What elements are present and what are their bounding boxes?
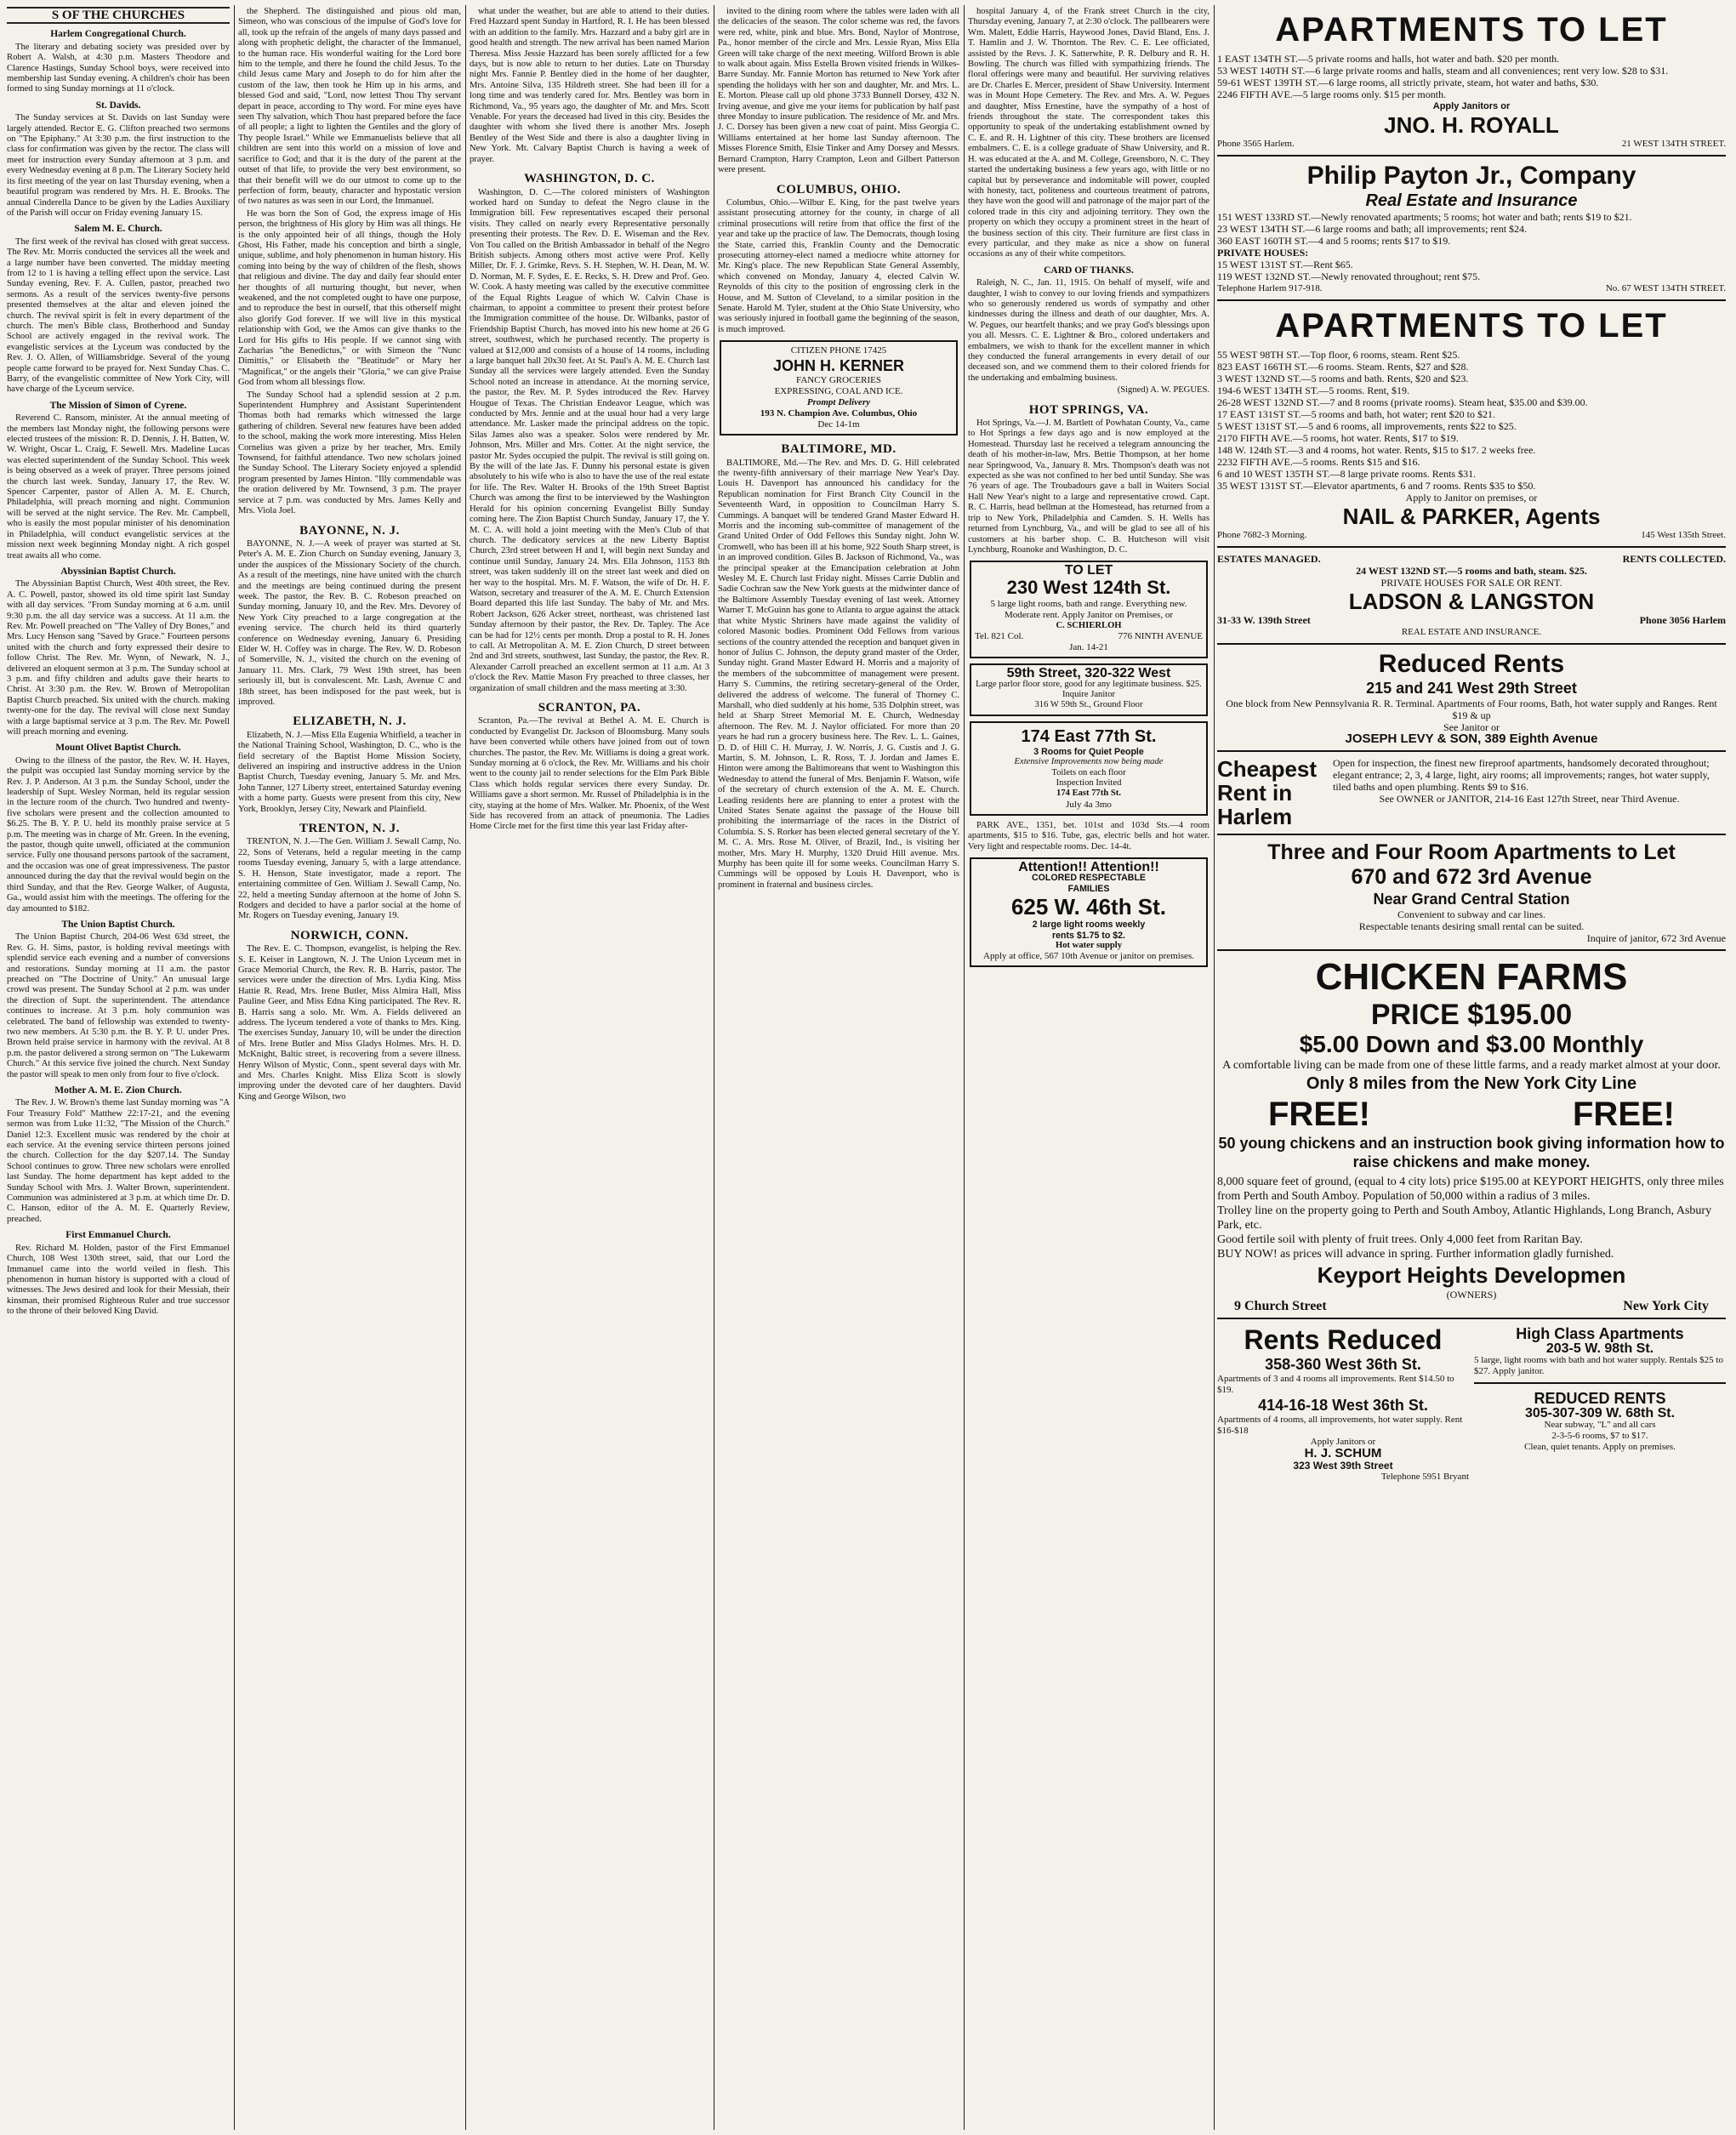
to-let-address2: 776 NINTH AVENUE <box>1118 631 1203 642</box>
three-four-sub: Near Grand Central Station <box>1373 891 1570 908</box>
royall-apply: Apply Janitors or <box>1432 101 1511 111</box>
article-body: hospital January 4, of the Frank street Church in the city, Thursday evening, January 7, at 2:30 o'clock. The pallbearers were Wm. Malett, Eddie Harris, Haywood Jones, David Bland, Ens. J. T. Hamlin and J. W. Thornton. The Rev. C. E. Lee officiated, assisted by the Revs. J. K. Satterwhite, P. R. Delbury and R. H. Bowling. The church was filled with sympathizing friends. The floral offerings were many and beautiful. Her surviving relatives are Dr. Charles E. Mercer, president of Shaw University. Interment was in Mount Hope Cemetery. The Rev. and Mrs. A. W. Pegues and daughter, Miss Ernestine, have the sympathy of a host of friends throughout the state. The correspondent takes this opportunity to speak of the undertaking establishment owned by C. E. and R. H. Lightner of this city. These brothers are licensed embalmers. C. E. is a college graduate of Shaw University, and R. H. was educated at the A. and M. College, Greensboro, N. C. They started the undertaking business a few years ago, with little or no capital but by perseverance and indomitable will power, coupled with honesty, tact, politeness and courteous treatment of patrons, they have won the good will and patronage of the major part of the colored trade in this city and adjoining territory. They own the property on which they occupy a prominent street in the heart of the business section of this city. Their furniture are first class in every particular, and they make as nice a show on funeral occasions as any of their white competitors. <box>968 7 1210 259</box>
chicken-soil: Good fertile soil with plenty of fruit trees. Only 4,000 feet from Raritan Bay. <box>1217 1233 1583 1246</box>
listing-item: 360 EAST 160TH ST.—4 and 5 rooms; rents $17 to $19. <box>1217 235 1451 247</box>
cheapest-desc: Open for inspection, the finest new fireproof apartments, handsomely decorated throughout; elegant entrance; 2, 3, 4 large, light, airy rooms; all improvements; ranges, hot water supply, tiled baths and open plumbing. Rents $9 to $16. <box>1333 757 1710 793</box>
divider <box>1217 155 1726 157</box>
reduced-rents-2-rooms: 2-3-5-6 rooms, $7 to $17. <box>1551 1431 1648 1441</box>
apartments-heading-1: APARTMENTS TO LET <box>1275 11 1668 48</box>
ladson-contact <box>1217 614 1726 626</box>
seventy-seventh-code: July 4a 3mo <box>1066 799 1112 810</box>
nail-parker-apply: Apply to Janitor on premises, or <box>1405 492 1538 504</box>
to-let-desc: 5 large light rooms, bath and range. Everything new. Moderate rent. Apply Janitor on Premises, or <box>990 598 1187 620</box>
listing-item: 55 WEST 98TH ST.—Top floor, 6 rooms, steam. Rent $25. <box>1217 349 1460 361</box>
three-four-l3: Inquire of janitor, 672 3rd Avenue <box>1586 932 1726 944</box>
article-heading: Harlem Congregational Church. <box>50 29 186 40</box>
payton-company: Philip Payton Jr., Company <box>1306 162 1636 190</box>
col2-articles <box>238 7 461 517</box>
fifty-ninth-desc: Large parlor floor store, good for any legitimate business. $25. Inquire Janitor <box>976 679 1202 699</box>
chicken-miles: Only 8 miles from the New York City Line <box>1306 1074 1637 1093</box>
royall-phone: Phone 3565 Harlem. <box>1217 139 1295 149</box>
card-signature: (Signed) A. W. PEGUES. <box>1117 385 1210 396</box>
article-norwich: The Rev. E. C. Thompson, evangelist, is helping the Rev. S. E. Keiser in Langtown, N. J. The Union Lyceum met in Grace Memorial Church, the Rev. R. B. Harris, pastor. The services were under the direction of Mrs. Lydia King. Miss Hattie R. Read, Mrs. Irene Butler, Miss Almira Hall, Miss Pauline Geer, and Miss Edna King participated. The Rev. R. B. Harris sang a solo. Mr. Wm. A. Fields delivered an address. The lyceum tendered a vote of thanks to Mrs. King. The exercises Sunday, January 10, will be under the direction of Mrs. Irene Butler and Miss Gladys Holmes. Mrs. H. D. McKnight, Baltic street, is recovering from a severe illness. Henry Wilson of Mystic, Conn., spent several days with Mr. and Mrs. Charles Knight. Miss Eliza Scott is slowly improving under the devoted care of her daughters. David King and George Wilson, two <box>238 944 461 1102</box>
three-four-l1: Convenient to subway and car lines. <box>1397 908 1545 920</box>
to-let-title: TO LET <box>1064 563 1113 578</box>
rents-reduced-agent: H. J. SCHUM <box>1304 1446 1382 1460</box>
to-let-agent: C. SCHIERLOH <box>1056 620 1122 630</box>
attention-l4: rents $1.75 to $2. <box>1052 930 1125 941</box>
fifty-ninth-title: 59th Street, 320-322 West <box>1006 666 1171 681</box>
chicken-free-2: FREE! <box>1573 1096 1675 1133</box>
column-3 <box>470 7 709 2128</box>
divider <box>1217 949 1726 951</box>
to-let-code: Jan. 14-21 <box>1069 642 1108 653</box>
to-let-address: 230 West 124th St. <box>1006 576 1171 598</box>
seventy-seventh-line2: Toilets on each floor <box>1051 767 1126 777</box>
listing-item: 5 WEST 131ST ST.—5 and 6 rooms, all improvements, rents $22 to $25. <box>1217 420 1517 432</box>
article-body: The Abyssinian Baptist Church, West 40th street, the Rev. A. C. Powell, pastor, showed its old time spirit last Sunday with all day services. "From Sunday morning at 6 a.m. until 9:30 p.m. the all day service was a success. At 11 a.m. the Rev. Mr. Powell preached on "The Valley of Dry Bones," and Mrs. Lucy Henson sang "Saved by Grace." Fourteen persons united with the church and forty expressed their desire to follow Christ. The Rev. Mr. Wynn, of Newark, N. J., delivered an eloquent sermon at 3 p.m. The Sunday school at 3 p.m. and fifty children and adults gave their hearts to Christ. At 3:30 p.m. the Rev. W. Brown of Metropolitan Baptist Church preached. Six united with the church. making twenty-one for the day. The revival will close next Sunday with a large baptismal service at 3 p.m. The Rev. Mr. Powell will preach morning and evening. <box>7 579 230 737</box>
kerner-line1: FANCY GROCERIES <box>796 375 881 386</box>
divider <box>1217 834 1726 835</box>
private-houses-listings <box>1217 259 1726 282</box>
chicken-free-1: FREE! <box>1268 1096 1370 1133</box>
ladson-address: 31-33 W. 139th Street <box>1217 614 1311 626</box>
article-trenton: TRENTON, N. J.—The Gen. William J. Sewall Camp, No. 22, Sons of Veterans, held a regular meeting in the camp rooms Tuesday evening, January 5, with a large attendance. S. H. Henson, State investigator, made a report. The entertaining committee of Gen. William J. Sewall Camp, No. 22, held a meeting Sunday afternoon at the home of John S. Rodgers and decided to have a parlor social at the home of Mr. Rogers on Tuesday evening, January 19. <box>238 837 461 921</box>
article-heading: Salem M. E. Church. <box>74 224 162 235</box>
cheapest-body <box>1333 757 1726 828</box>
rents-reduced-phone: Telephone 5951 Bryant <box>1380 1472 1469 1482</box>
nail-parker-agent: NAIL & PARKER, Agents <box>1342 504 1601 529</box>
column-4 <box>718 7 959 2128</box>
kerner-name: JOHN H. KERNER <box>772 357 905 375</box>
col4-articles <box>718 7 959 176</box>
keyport-owners: (OWNERS) <box>1446 1289 1497 1301</box>
rents-reduced-see: Apply Janitors or <box>1310 1437 1376 1447</box>
article-heading: Mother A. M. E. Zion Church. <box>54 1085 182 1096</box>
rents-reduced-desc-1: Apartments of 3 and 4 rooms all improvements. Rent $14.50 to $19. <box>1217 1374 1454 1395</box>
col1-articles <box>7 29 230 1317</box>
article-columbus: Columbus, Ohio.—Wilbur E. King, for the past twelve years assistant prosecuting attorney for the county, in charge of all criminal prosecutions will retire from that office the first of the year and take up the practice of law. The Democrats, though losing the State, carried this, Franklin County and the Democratic prosecuting attorney-elect named a mediocre white attorney for Mr. King's place. The new Republican State General Assembly, which convened on Monday, January 4, elected Calvin W. Reynolds of this city to the position of engrossing clerk in the House, and M. Sutton of Cleveland, to a similar position in the Senate. Harold M. Tyler, student at the Ohio State University, who was seriously injured in football game the beginning of the season, is much improved. <box>718 197 959 334</box>
divider <box>1217 1318 1726 1319</box>
divider <box>1217 299 1726 301</box>
ladson-subtitle: REAL ESTATE AND INSURANCE. <box>1401 627 1542 637</box>
listing-item: 6 and 10 WEST 135TH ST.—8 large private rooms. Rents $31. <box>1217 468 1477 480</box>
article-heading: First Emmanuel Church. <box>65 1230 171 1241</box>
column-2 <box>238 7 461 2128</box>
article-body: The literary and debating society was presided over by Robert A. Walsh, at 4:30 p.m. Masters Theodore and Clarence Hastings, Sunday School boys, were received into membership last Sunday evening. A children's choir has been formed to sing Sunday mornings at 11 o'clock. <box>7 42 230 94</box>
section-heading-elizabeth: ELIZABETH, N. J. <box>293 715 407 729</box>
article-heading: The Mission of Simon of Cyrene. <box>49 400 187 411</box>
ladson-header <box>1217 553 1726 565</box>
article-body: The Rev. J. W. Brown's theme last Sunday morning was "A Four Treasury Fold" Matthew 22:17-21, and the evening sermon was from Luke 11:32, "The Mission of the Church." Daniel 12:3. Excellent music was rendered by the choir at each service. At the evening service thirteen persons joined the church. Collection for the day $207.14. The Sunday School continues to grow. Three new scholars were enrolled last Sunday. The home department has kept added to the Sunday School with Mrs. J. Walter Brown, superintendent. Communion was administered at 3 p.m. at which time Dr. D. C. Hanson, editor of the A. M. E. Quarterly Review, preached. <box>7 1098 230 1224</box>
cheapest-heading: Cheapest Rent in Harlem <box>1217 756 1318 829</box>
payton-contact <box>1217 282 1726 294</box>
ladson-agent: LADSON & LANGSTON <box>1348 589 1595 614</box>
reduced-rents-desc: One block from New Pennsylvania R. R. Terminal. Apartments of Four rooms, Bath, hot water supply and Ranges. Rent $19 & up <box>1226 697 1717 721</box>
rents-reduced-agent-address: 323 West 39th Street <box>1293 1460 1393 1472</box>
ladson-phone: Phone 3056 Harlem <box>1639 614 1726 626</box>
kerner-line3: Prompt Delivery <box>806 397 871 408</box>
high-class-ad <box>1474 1324 1726 1483</box>
attention-ad <box>970 857 1208 967</box>
royall-address: 21 WEST 134TH STREET. <box>1621 139 1726 149</box>
article-heading: The Union Baptist Church. <box>61 919 175 930</box>
three-four-address: 670 and 672 3rd Avenue <box>1351 865 1592 889</box>
reduced-rents-2-address: 305-307-309 W. 68th St. <box>1524 1406 1676 1420</box>
royall-contact <box>1217 138 1726 150</box>
article-body: Owing to the illness of the pastor, the Rev. W. H. Hayes, the pulpit was occupied last Sunday morning service by the Rev. J. P. Anderson. At 3 p.m. the Sunday School, under the leadership of Supt. Wesley Norman, held its regular session in the lecture room of the church. Two hundred and twenty-five scholars were present and the collection amounted to $6.25. The B. Y. P. U. held its monthly praise service at 5 p.m. The meeting was in charge of Mr. Green. In the evening, the pastor, though quite unwell, officiated at the communion service. Fully one thousand persons partook of the sacrament, and the occasion was one of great impressiveness. The pastor announced during the day that the revival would begin on the third Sunday, and that the Rev. George Walker, of Augusta, Ga., would assist him with the meetings. The offering for the day amounted to $182. <box>7 755 230 914</box>
keyport-city: New York City <box>1623 1299 1709 1313</box>
article-washington: Washington, D. C.—The colored ministers of Washington worked hard on Sunday to defeat the Negro clause in the Immigration bill. Few representatives escaped their personal visits. They called on nearly every Representative personally presenting their protests. The Rev. D. E. Wiseman and the Rev. Von Tou called on the British Ambassador in behalf of the Negro British subjects. Among others most active were Prof. Kelly Miller, Dr. F. J. Grimke, Revs. S. H. Stephen, W. H. Dean, M. W. D. Norman, M. F. Sydes, E. E. Recks, S. H. Drew and Prof. Geo. W. Cook. A hasty meeting was called by the executive committee of the Equal Rights League of which W. Calvin Chase is chairman, to appoint a committee to present their protest before the Immigration committee of the house. Dr. Wilbanks, pastor of Friendship Baptist Church, has moved into his new home at 26 G street, southwest, which he purchased recently. The property is valued at $12,000 and consists of a house of 14 rooms, including a large banquet hall 20x30 feet. At St. Paul's A. M. E. Church last Sunday all the services were largely attended. Even the Sunday School noted an increase in attendance. At the morning service, the pastor, the Rev. M. P. Sydes introduced the Rev. Harvey Hougue of Texas. The Christian Endeavor League, which was conducted by Mrs. Jennie and at the usual hour had a very large attendance. Mr. Lasker made the principal address on the topic. Silas James also was a speaker. Solos were rendered by Mr. Johnson, Mrs. Miller and Mrs. Cotter. At the night service, the pastor Mr. Sydes occupied the pulpit. The revival is still going on. By the will of the late Jas. F. Dunny his personal estate is given absolutely to his wife who is also to have the use of the real estate for life. The Rev. Walter H. Brooks of the 19th Street Baptist Church was among the first to be interviewed by the Washington Herald for his opinion concerning Evangelist Billy Sunday coming here. The Zion Baptist Church Sunday, January 17, the Y. M. C. A. will hold a joint meeting with the Men's Club of that church. The dedicatory services at the new Liberty Baptist Church, 23rd street between H and I, will begin next Sunday and continue until Sunday, January 24. Mrs. Ella Johnson, 1153 8th street, was taken suddenly ill on the street last week and died on her way to the hospital. Mrs. M. F. Watson, the wife of Dr. H. F. Watson, secretary and treasurer of the A. M. E. Church Extension Board departed this life last Sunday. The baby of Mr. and Mrs. Robert Jackson, 626 Acker street, northeast, was christened last Sunday afternoon by their pastor, the Rev. Dr. Tapley. The Ace can be had for 12½ cents per month. Drop a postal to R. H. Jones to call. At Metropolitan A. M. E. Zion Church, D street between 2nd and 3rd streets, southwest, last Sunday, the pastor, the Rev. R. Alexander Carroll preached an excellent sermon at 11 a.m. At 3 o'clock the Rev. Mattie Mason Fry preached to three classes, her organization of small children and the mass meeting at 3:30. <box>470 187 709 693</box>
nail-parker-address: 145 West 135th Street. <box>1641 530 1726 540</box>
divider <box>1217 750 1726 752</box>
article-body: Rev. Richard M. Holden, pastor of the First Emmanuel Church, 108 West 130th street, said, that our Lord the Immanuel came into the world veiled in flesh. This phenomenon in human history is supported with a cloud of witnesses. The Jews desired and look for their Messiah, their kinsman, their promised Righteous Ruler and true successor to the throne of their beloved King David. <box>7 1243 230 1317</box>
seventy-seventh-line3: Inspection Invited <box>1056 777 1122 788</box>
reduced-rents-2-heading: REDUCED RENTS <box>1534 1390 1666 1407</box>
seventy-seventh-line4: 174 East 77th St. <box>1056 789 1121 799</box>
royall-agent: JNO. H. ROYALL <box>1384 112 1559 138</box>
rents-collected: RENTS COLLECTED. <box>1622 553 1726 565</box>
section-heading-washington: WASHINGTON, D. C. <box>524 172 655 186</box>
three-four-l2: Respectable tenants desiring small rental can be suited. <box>1358 920 1585 932</box>
chicken-terms: $5.00 Down and $3.00 Monthly <box>1299 1031 1644 1057</box>
park-ave-listing: PARK AVE., 1351, bet. 101st and 103d Sts.—4 room apartments, $15 to $16. Tube, gas, electric bells and hot water. Very light and respectable rooms. Dec. 14-4t. <box>968 820 1210 851</box>
section-heading-baltimore: BALTIMORE, MD. <box>781 442 896 457</box>
article-body: Reverend C. Ransom, minister. At the annual meeting of the members last Monday night, the following persons were elected trustees of the mission: R. D. Dennis, J. H. Batten, W. W. Wright, Oscar L. Craig, F. Sewell. Mrs. Madeline Lucas was elected superintendent of the Sunday School. This week is being observed as a week of prayer. Three persons joined the church last week. Sunday, January 17, the Rev. W. Spencer Carpenter, pastor of Allen A. M. E. Church, Philadelphia, will preach morning and night. Communion will be served at the night service. The Rev. Mr. Campbell, who is easily the most popular minister of his denomination in Philadelphia, will conduct evangelistic services at the mission next week beginning Monday night. A rich gospel treat awaits all who come. <box>7 413 230 561</box>
rents-reduced-heading: Rents Reduced <box>1244 1324 1443 1355</box>
listing-item: 26-28 WEST 132ND ST.—7 and 8 rooms (private rooms). Steam heat, $35.00 and $39.00. <box>1217 396 1588 408</box>
article-body: The Sunday services at St. Davids on last Sunday were largely attended. Rector E. G. Clifton preached two sermons on "The Epiphany." At 3:30 p.m. the first instruction to the class for confirmation was given by the rector. The class will meet for instruction every Sunday afternoon at 3 p.m. and every Wednesday evening at 8 p.m. The Literary Society held its first meeting of the year on last Thursday evening, when a beautiful program was rendered by Mrs. H. E. Brooks. The annual Cinderella Dance to be given by the Ladies Auxiliary of the Parish will occur on Friday evening January 15. <box>7 113 230 218</box>
nail-parker-phone: Phone 7682-3 Morning. <box>1217 530 1307 540</box>
divider <box>1217 643 1726 645</box>
private-houses-heading: PRIVATE HOUSES: <box>1217 247 1309 259</box>
listing-item: 194-6 WEST 134TH ST.—5 rooms. Rent, $19. <box>1217 384 1409 396</box>
kerner-line2: EXPRESSING, COAL AND ICE. <box>774 386 903 397</box>
reduced-rents-heading: Reduced Rents <box>1378 650 1565 678</box>
section-heading-bayonne: BAYONNE, N. J. <box>299 523 400 538</box>
estates-managed: ESTATES MANAGED. <box>1217 553 1321 565</box>
col5-articles <box>968 7 1210 260</box>
listing-item: 17 EAST 131ST ST.—5 rooms and bath, hot water; rent $20 to $21. <box>1217 408 1495 420</box>
column-divider <box>234 5 235 2130</box>
to-let-ad <box>970 561 1208 658</box>
card-of-thanks: Raleigh, N. C., Jan. 11, 1915. On behalf of myself, wife and daughter, I wish to convey to our loving friends and sympathizers who so generously rendered us words of sympathy and other kindnesses during the illness and death of our daughter, Mrs. A. W. Pegues, our heartfelt thanks; and we pray God's blessings upon you all. Messrs. C. E. Lightner & Bro., colored undertakers and embalmers, we wish to thank for the excellent manner in which they conducted the funeral arrangements in every detail of our deceased son, and we commend them to their colored friends for the undertaking and embalming business. <box>968 278 1210 383</box>
seventy-seventh-ad <box>970 721 1208 816</box>
listing-item: 2246 FIFTH AVE.—5 large rooms only. $15 per month. <box>1217 88 1447 100</box>
cheapest-rent-ad <box>1217 757 1726 828</box>
chicken-desc: A comfortable living can be made from one of these little farms, and a ready market almost at your door. <box>1222 1059 1721 1072</box>
article-scranton: Scranton, Pa.—The revival at Bethel A. M. E. Church is conducted by Evangelist Dr. Jackson of Bloomsburg. Many souls have been converted while others have joined from out of town churches. The pastor, the Rev. Mr. Williams is doing a great work. Sunday morning at 6 o'clock, the Rev. Mr. Williams and his choir went to the county jail to render selections for the Elm Park Bible Class which holds regular services there every Sunday. Dr. Williams gave a short sermon. Mr. Russel of Philadelphia is in the city, staying at the home of Mrs. Walker. Mr. Phoenix, of the West Side has recovered from an attack of pneumonia. The Ladies Home Circle met for the first time this year last Friday after- <box>470 716 709 832</box>
article-body: The Union Baptist Church, 204-06 West 63d street, the Rev. G. H. Sims, pastor, is holding revival meetings with splendid service each evening and a number of conversions and restorations. Sunday morning at 11 a.m. the pastor preached on "The Doctrine of Unity." An unusual large crowd was present. The Sunday School at 2 p.m. was under the direction of Supt. the superintendent. The attendance continues to increase. At 3 p.m. holy communion was celebrated. The band of fellowship was extended to twenty-two new members. At 5:30 p.m. the B. Y. P. U. under Pres. Brown held praise service in harmony with the revival. At 8 p.m. the pastor delivered a strong sermon on "The Lukewarm Church." At this service five joined the church. Next Sunday the pastor will speak to men only from four to five o'clock. <box>7 932 230 1079</box>
listing-item: 53 WEST 140TH ST.—6 large private rooms and halls, steam and all conveniences; rent very low. $28 to $31. <box>1217 65 1669 77</box>
keyport-street: 9 Church Street <box>1234 1299 1327 1313</box>
payton-phone: Telephone Harlem 917-918. <box>1217 283 1323 293</box>
article-body: The Sunday School had a splendid session at 2 p.m. Superintendent Humphrey and Assistant Superintendent Thomas both had remarks which witnessed the large gathering of children. Several new features have been added to the school, making the work more interesting. Miss Helen Cornelius was given a prize by her teacher, Mrs. Emily Townsend, for faithful attendance. Two new scholars joined the Sunday School. The Literary Society enjoyed a splendid program presented by James Hinton. "Illy commendable was the oration delivered by Mr. Townsend, 3 p.m. The prayer service at 7 p.m. was conducted by Mrs. James Kelly and Mrs. Viola Joel. <box>238 390 461 516</box>
article-body: invited to the dining room where the tables were laden with all the delicacies of the season. The color scheme was red, the favors were red, white, pink and blue. Mrs. Bond, Naylor of Montrose, Pa., honor member of the circle and Mrs. Lessie Ryan, Miss Ella Green will take charge of the next meeting. Wilford Brown is able to walk about again. Miss Estella Brown visited friends in Wilkes-Barre Sunday. Mr. Fannie Morton has returned to New York after spending the holidays with her son and daughter, Mr. and Mrs. L. E. Morton. Please call up old phone 3733 Bunnell Dorsey, 432 N. Irving avenue, and give me your items for publication by half past three Monday to insure publication. The residence of Mr. and Mrs. J. C. Dorsey has been given a new coat of paint. Miss Georgia C. Williams entertained at her home last Sunday afternoon. The Misses Florence Smith, Elsie Tinker and Amy Dorsey and Messrs. Bernard Crampton, Harry Crampton, Leon and Gilbert Patterson were present. <box>718 7 959 175</box>
high-class-desc: 5 large, light rooms with bath and hot water supply. Rentals $25 to $27. Apply janitor. <box>1474 1355 1723 1376</box>
article-body: the Shepherd. The distinguished and pious old man, Simeon, who was conscious of the impulse of God's love for all, took up the refrain of the angels of many days passed and along with prophetic delight, the character of the Immanuel, to the human race. His wonderful waiting for the Lord bore him to the temple, and there he found the child Jesus. To the child Jesus came Mary and Joseph to do for him after the custom of the law, then took he Him up in his arms, and blessed God and said, "Lord, now lettest Thou Thy servant depart in peace, according to Thy word. For mine eyes have seen Thy salvation, which Thou hast prepared before the face of all people; a light to lighten the Gentiles and the glory of Thy people Israel." While we Emmanuelists believe that all children are sent into this world on a mission of love and sacrifice to God; and that it is the duty of the parent at the outset of that life, to provide the very best environment, so that their benefit will we do our utmost to come up to the perfection of form, beauty, character and hypostatic version of two natures as was seen in our Lord, the Immanuel. <box>238 7 461 207</box>
column-divider <box>465 5 466 2130</box>
card-of-thanks-heading: CARD OF THANKS. <box>1044 265 1134 276</box>
article-hotsprings: Hot Springs, Va.—J. M. Bartlett of Powhatan County, Va., came to Hot Springs a few days ago and is now employed at the Homestead. Thursday last he received a telegram announcing the death of his mother-in-law, Mrs. Bettie Thompson, at her home near Springwood, Va., January 8. Mrs. Thompson's death was not expected as she was not confined to her bed until Sunday. She was 76 years of age. The Troubadours gave a ball in Waiters Social Hall New Year's night to a large and representative crowd. Capt. R. C. Harris, head bellman at the Homestead, has returned from a trip to New York, Philadelphia and Camden. S. H. Wells has returned from Lynchburg, Va., and will be glad to see all of his customers at his barber shop. C. B. Hutcheson will visit Lynchburg, Roanoke and Washington, D. C. <box>968 418 1210 555</box>
listing-item: 148 W. 124th ST.—3 and 4 rooms, hot water. Rents, $15 to $17. 2 weeks free. <box>1217 444 1536 456</box>
article-body: He was born the Son of God, the express image of His person, the brightness of His glory by Him was all things. He is the only appointed heir of all things, though the Holy Ghost, His Father, made his conception and birth a single, unique, sublime, and holy phenomenon in human history. His coming into being by the way of children of the flesh, shows that religious and divine. The day and daily fear should enter her thoughts of all nurturing thought, but never, when weakened, and the not completed ought to have one purpose, and to reproduce the best in ourself, that this otherself might also glorify God forever. If we will live in this mystical relationship with God, we the Amos can give thanks to the Lord for His gifts to His people. If we cannot sing with Zacharias "the Benedictus," or with Simeon the "Nunc Dimittis," or Elisabeth the "Beatitude" or Mary her "Magnificat," or the angels their "Gloria," we can give Praise God from whom all blessings flow. <box>238 208 461 388</box>
reduced-rents-2-desc: Near subway, "L" and all cars <box>1544 1420 1656 1430</box>
article-body: what under the weather, but are able to attend to their duties. Fred Hazzard spent Sunday in Hartford, R. I. He has been blessed with an addition to the family. Mrs. Hazzard and a baby girl are in good health and strength. The new arrival has been named Marion Theresa. Miss Jessie Hazzard has been sorely afflicted for a few days, but is now able to return to her duties. Late on Thursday night Mrs. Fannie P. Bentley died in the home of her daughter, Mrs. Antoine Silva, 135 Hildreth street. She had been ill for a long time and was tenderly cared for. Mrs. Bentley was born in Richmond, Va., 95 years ago, the daughter of Mr. and Mrs. Scott Venable. For years the deceased had lived in this city. Besides the daughter with whom she lived there is another Mrs. Joseph Bentley of the West Side and there is also a daughter living in New York. Mt. Calvary Baptist Church is having a week of prayer. <box>470 7 709 164</box>
section-heading-columbus: COLUMBUS, OHIO. <box>776 182 902 196</box>
attention-l5: Hot water supply <box>1055 941 1123 951</box>
article-heading: Abyssinian Baptist Church. <box>60 566 176 577</box>
divider <box>1217 546 1726 548</box>
chicken-trolley: Trolley line on the property going to Perth and South Amboy, Atlantic Highlands, Long Branch, Asbury Park, etc. <box>1217 1204 1712 1232</box>
payton-subtitle: Real Estate and Insurance <box>1365 191 1578 210</box>
three-four-heading: Three and Four Room Apartments to Let <box>1267 840 1676 864</box>
section-heading-trenton: TRENTON, N. J. <box>299 822 400 836</box>
seventy-seventh-title: 174 East 77th St. <box>1021 726 1157 746</box>
kerner-line5: Dec 14-1m <box>817 419 860 430</box>
to-let-contact <box>975 631 1203 642</box>
column-1 <box>7 7 230 2128</box>
bottom-ads <box>1217 1324 1726 1483</box>
listing-item: 59-61 WEST 139TH ST.—6 large rooms, all strictly private, steam, hot water and baths, $30. <box>1217 77 1599 88</box>
keyport-developers: Keyport Heights Developmen <box>1317 1262 1626 1288</box>
reduced-rents-address: 215 and 241 West 29th Street <box>1366 680 1577 697</box>
divider <box>1474 1382 1726 1384</box>
article-body: The first week of the revival has closed with great success. The Rev. Mr. Morris conducted the services all the week and a large number have been converted. The midday meeting from 12 to 1 is having a telling effect upon the service. Last Sunday evening, Rev. F. A. Cullen, pastor, preached two sermons. As a result of the services twenty-five persons presented themselves at the altar and eleven joined the church. The revival spirit is felt in every department of the church. The men's Bible class, Brotherhood and Sunday School are actively engaged in the revival work. The evangelistic services at the Lyceum was conducted by the Rev. J. O. Allen, of Williamsbridge. Several of the young people came forward to be prayed for. Next Sunday Chas. C. Barry, of the evangelistic committee of New York City, will have charge of the Lyceum service. <box>7 236 230 395</box>
attention-l1: COLORED RESPECTABLE <box>1032 873 1146 884</box>
article-heading: Mount Olivet Baptist Church. <box>55 743 181 754</box>
to-let-phone: Tel. 821 Col. <box>975 631 1024 642</box>
listing-item: 2170 FIFTH AVE.—5 rooms, hot water. Rents, $17 to $19. <box>1217 432 1459 444</box>
payton-listings <box>1217 211 1726 247</box>
listing-item: 823 EAST 166TH ST.—6 rooms. Steam. Rents, $27 and $28. <box>1217 361 1469 373</box>
keyport-address <box>1217 1301 1726 1312</box>
chicken-book: 50 young chickens and an instruction book giving information how to raise chickens and make money. <box>1218 1135 1725 1170</box>
listing-item: 15 WEST 131ST ST.—Rent $65. <box>1217 259 1353 270</box>
reduced-rents-2-note: Clean, quiet tenants. Apply on premises. <box>1524 1442 1676 1452</box>
section-banner: S OF THE CHURCHES <box>7 7 230 24</box>
col3-articles <box>470 7 709 165</box>
section-heading-hotsprings: HOT SPRINGS, VA. <box>1028 402 1149 417</box>
rents-reduced-address-1: 358-360 West 36th St. <box>1265 1356 1421 1373</box>
attention-l3: 2 large light rooms weekly <box>1032 919 1146 931</box>
column-divider <box>964 5 965 2130</box>
high-class-address: 203-5 W. 98th St. <box>1545 1341 1654 1356</box>
ladson-line1: 24 WEST 132ND ST.—5 rooms and bath, steam. $25. <box>1356 565 1587 577</box>
article-heading: St. Davids. <box>95 100 141 111</box>
attention-address: 625 W. 46th St. <box>1010 894 1167 920</box>
article-bayonne: BAYONNE, N. J.—A week of prayer was started at St. Peter's A. M. E. Zion Church on Sunday evening, January 3, under the auspices of the Missionary Society of the church. As a result of the meetings, nine have united with the church and the meetings are being continued during the present week. The pastor, the Rev. B. C. Robeson preached on Sunday morning, January 10, and the Rev. Mrs. Devorey of New York City preached to a large congregation at the evening service. The church held its third quarterly conference on Wednesday evening, January 6. Presiding Elder W. H. Coffey was in charge. The Rev. W. D. Robeson of Somerville, N. J., visited the church on the evening of January 11. Mrs. Clark, 79 West 19th street, has been seriously ill, but is convalescent. Mr. Lash, Avenue C and 18th street, has been indisposed for the past week, but is improved. <box>238 538 461 707</box>
reduced-rents-agent: JOSEPH LEVY & SON, 389 Eighth Avenue <box>1345 732 1598 746</box>
fifty-ninth-ad <box>970 663 1208 716</box>
high-class-heading: High Class Apartments <box>1516 1325 1684 1342</box>
chicken-price: PRICE $195.00 <box>1370 999 1573 1031</box>
rents-reduced-desc-2: Apartments of 4 rooms, all improvements, hot water supply. Rent $16-$18 <box>1217 1415 1463 1436</box>
listing-item: 35 WEST 131ST ST.—Elevator apartments, 6 and 7 rooms. Rents $35 to $50. <box>1217 480 1536 492</box>
listing-item: 151 WEST 133RD ST.—Newly renovated apartments; 5 rooms; hot water and bath; rents $19 to $21. <box>1217 211 1632 223</box>
seventy-seventh-line1: Extensive Improvements now being made <box>1014 757 1164 767</box>
chicken-sq: 8,000 square feet of ground, (equal to 4 city lots) price $195.00 at KEYPORT HEIGHTS, only three miles from Perth and South Amboy. Population of 50,000 within a radius of 3 miles. <box>1217 1176 1724 1203</box>
royall-listings <box>1217 53 1726 100</box>
fifty-ninth-line: 316 W 59th St., Ground Floor <box>1034 700 1143 710</box>
listing-item: 2232 FIFTH AVE.—5 rooms. Rents $15 and $16. <box>1217 456 1420 468</box>
section-heading-norwich: NORWICH, CONN. <box>290 928 409 942</box>
kerner-ad <box>720 340 958 436</box>
attention-l2: FAMILIES <box>1067 883 1110 894</box>
ladson-line2: PRIVATE HOUSES FOR SALE OR RENT. <box>1380 577 1562 589</box>
seventy-seventh-sub: 3 Rooms for Quiet People <box>1033 746 1144 757</box>
reduced-rents-see: See Janitor or <box>1443 721 1500 733</box>
nail-parker-contact <box>1217 529 1726 541</box>
chicken-buy: BUY NOW! as prices will advance in spring. Further information gladly furnished. <box>1217 1248 1614 1261</box>
column-divider <box>1214 5 1215 2130</box>
section-heading-scranton: SCRANTON, PA. <box>538 701 641 715</box>
article-baltimore: BALTIMORE, Md.—The Rev. and Mrs. D. G. Hill celebrated the twenty-fifth anniversary of their marriage New Year's Day. Louis H. Davenport has announced his candidacy for the Republican nomination for First Branch City Council in the Seventeenth Ward, in opposition to Councilman Harry S. Cummings. A banquet will be tendered Grand Master Edward H. Morris and the incoming sub-committee of management of the Grand United Order of Odd Fellows this Sunday night. John W. Cromwell, who has been ill at his home, 922 South Sharp street, is in an improved condition. Giles B. Jackson of Richmond, Va., was the principal speaker at the Emancipation celebration at John Wesley M. E. Church last Friday night. Misses Carrie Dublin and Sadie Cochran saw the New York guests at the midwinter dance of the Baltimore Assembly Tuesday evening of last week. Attorney Warner T. McGuinn has gone to Atlanta to argue against the attack that white Mystic Shriners have made against the validity of colored Masonic bodies. Prominent Odd Fellows from various sections of the country attended the reception and banquet given in honor of Julius C. Johnson, the deputy grand master of the Order, Sunday night. Grand Master Edward H. Morris and a majority of the members of the subcommittee of management were present. Harry S. Cummins, the retiring secretary-general of the Order, delivered the address of welcome. The funeral of Thorney C. Marshall, who died suddenly at his home, 535 Dolphin street, was held at Sharp Street Memorial M. E. Church, Wednesday afternoon. The Rev. M. J. Naylor officiated. For more than 20 years he had run a grocery business here. The Rev. L. L. Gaines, D. D. of Hill C. H. Murray, J. W. Norris, J. G. Custis and J. G. Martin, S. M. Johnson, L. R. Ross, T. J. Jordan and James E. Hinton were among the Baltimoreans that went to Washington this Wednesday to attend the funeral of Mrs. Benjamin F. Watson, wife of the secretary of church extension of the A. M. E. Church. Leading residents here are planning to enter a protest with the United States Senate against the passage of the House bill prohibiting the intermarriage of the races in the District of Columbia. S. S. Rorker has been elected general secretary of the Y. M. C. A. Mrs. Rose M. Oliver, of Brazil, Ind., is visiting her mother, Mrs. Mary H. Murphy, 1320 Druid Hill avenue. Mrs. Murphy has been quite ill for some weeks. Councilman Harry S. Cummings will be opposed by Louis H. Davenport, who is prominent in fraternal and business circles. <box>718 458 959 890</box>
article-elizabeth: Elizabeth, N. J.—Miss Ella Eugenia Whitfield, a teacher in the National Training School, Washington, D. C., who is the field secretary of the Baptist Home Mission Society, delivered an inspiring and instructive address in the Union Baptist Church, Tuesday evening, January 5. Mr. and Mrs. John Tanner, 127 Liberty street, entertained Saturday evening with a home party. Guests were present from this city, New York, Brooklyn, Jersey City, Newark and Plainfield. <box>238 730 461 814</box>
apartments-heading-2: APARTMENTS TO LET <box>1275 307 1668 344</box>
rents-reduced-ad <box>1217 1324 1469 1483</box>
listing-item: 1 EAST 134TH ST.—5 private rooms and halls, hot water and bath. $20 per month. <box>1217 53 1560 65</box>
listing-item: 23 WEST 134TH ST.—6 large rooms and bath; all improvements; rent $24. <box>1217 223 1528 235</box>
chicken-farms-heading: CHICKEN FARMS <box>1315 956 1628 998</box>
cheapest-see: See OWNER or JANITOR, 214-16 East 127th Street, near Third Avenue. <box>1379 793 1680 805</box>
classified-ads <box>1217 7 1726 2128</box>
rents-reduced-address-2: 414-16-18 West 36th St. <box>1258 1397 1428 1414</box>
attention-l6: Apply at office, 567 10th Avenue or janitor on premises. <box>983 951 1194 962</box>
column-5 <box>968 7 1210 2128</box>
nail-parker-listings <box>1217 349 1726 492</box>
payton-address: No. 67 WEST 134TH STREET. <box>1605 283 1726 293</box>
listing-item: 3 WEST 132ND ST.—5 rooms and bath. Rents, $20 and $23. <box>1217 373 1469 384</box>
listing-item: 119 WEST 132ND ST.—Newly renovated throughout; rent $75. <box>1217 270 1481 282</box>
kerner-phone: CITIZEN PHONE 17425 <box>790 345 887 356</box>
attention-title: Attention!! Attention!! <box>1018 860 1159 874</box>
kerner-line4: 193 N. Champion Ave. Columbus, Ohio <box>760 408 918 419</box>
chicken-free <box>1217 1095 1726 1134</box>
